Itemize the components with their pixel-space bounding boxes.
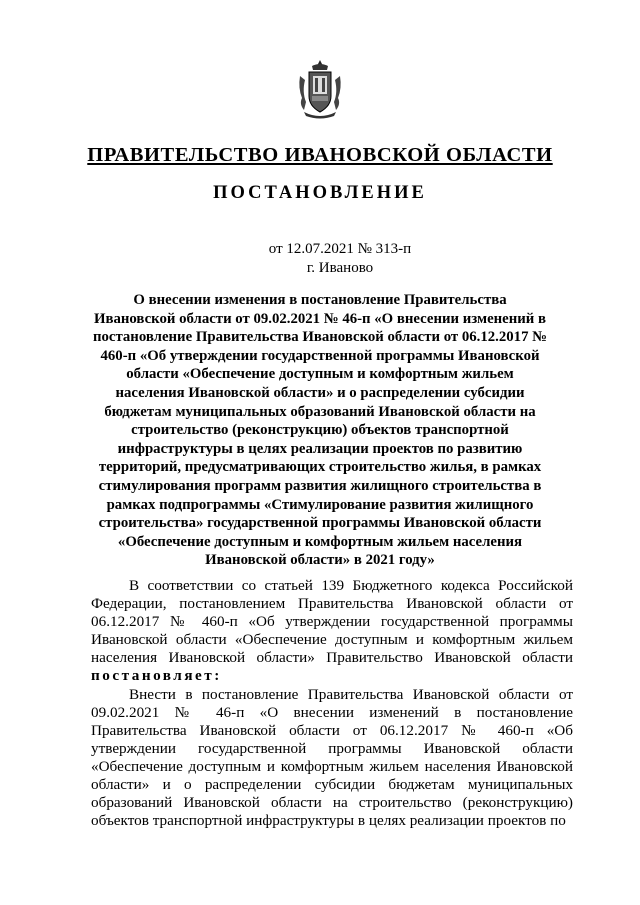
paragraph-operative: Внести в постановление Правительства Ивановской области от 09.02.2021 № 46-п «О внесении изменений в постановление Правительства Ивановской области от 06.12.2017 № 460-п «Об утверждении государственной программы Ивановской области «Обеспечение доступным и комфортным жильем населения Ивановской области» и о распределении субсидии бюджетам муниципальных образований Ивановской области на строительство (реконструкцию) объектов транспортной инфраструктуры в целях реализации проектов по [91,685,573,830]
document-type: ПОСТАНОВЛЕНИЕ [213,183,427,203]
document-meta [0,240,640,278]
document-body [91,577,573,830]
city: г. Иваново [306,260,374,276]
paragraph-preamble: В соответствии со статьей 139 Бюджетного кодекса Российской Федерации, постановлением Правительства Ивановской области от 06.12.2017 № 460-п «Об утверждении государственной программы Ивановской области «Обеспечение доступным и комфортным жильем населения Ивановской области» Правительство Ивановской области постановляет: [91,577,573,685]
date-and-number: от 12.07.2021 № 313-п [268,241,412,257]
document-subject: О внесении изменения в постановление Правительства Ивановской области от 09.02.2021 № 46-п «О внесении изменений в постановление Правительства Ивановской области от 06.12.2017 № 460-п «Об утверждении государственной программы Ивановской области «Обеспечение доступным и комфортным жильем населения Ивановской области» и о распределении субсидии бюджетам муниципальных образований Ивановской области на строительство (реконструкцию) объектов транспортной инфраструктуры в целях реализации проектов по развитию территорий, предусматривающих строительство жилья, в рамках стимулирования программ развития жилищного строительства в рамках подпрограммы «Стимулирование развития жилищного строительства» государственной программы Ивановской области «Обеспечение доступным и комфортным жильем населения Ивановской области» в 2021 году» [92,292,548,569]
coat-of-arms-icon [296,58,344,120]
resolves-word: постановляет [91,667,215,685]
government-title: ПРАВИТЕЛЬСТВО ИВАНОВСКОЙ ОБЛАСТИ [87,144,553,166]
